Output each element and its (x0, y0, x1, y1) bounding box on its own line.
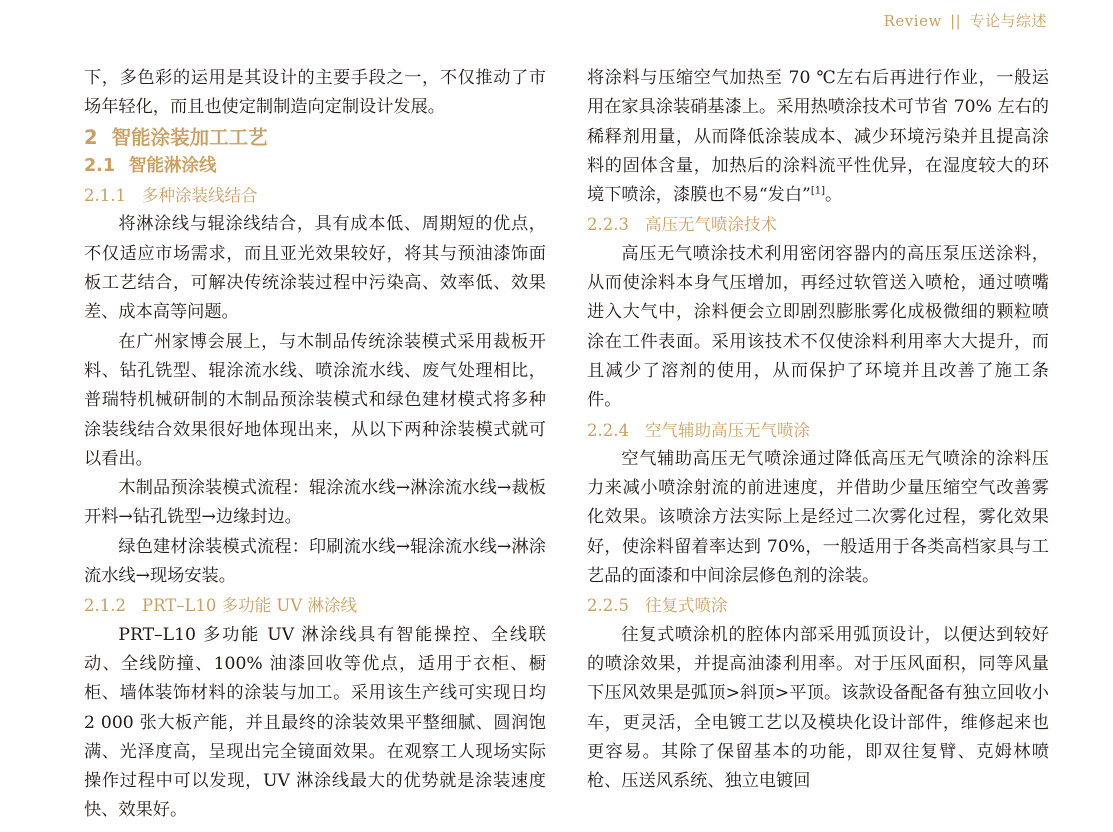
subsection-heading (84, 152, 546, 181)
paragraph: 高压无气喷涂技术利用密闭容器内的高压泵压送涂料，从而使涂料本身气压增加，再经过软管送入喷枪，通过喷嘴进入大气中，涂料便会立即剧烈膨胀雾化成极微细的颗粒喷涂在工件表面。采用该技术不仅使涂料利用率大大提升，而且减少了溶剂的使用，从而保护了环境并且改善了施工条件。 (587, 243, 1049, 411)
paragraph: 将淋涂线与辊涂线结合，具有成本低、周期短的优点，不仅适应市场需求，而且亚光效果较好，将其与预油漆饰面板工艺结合，可解决传统涂装过程中污染高、效率低、效果差、成本高等问题。 (84, 214, 546, 323)
header-separator: || (950, 12, 962, 30)
subsubsection-title: 空气辅助高压无气喷涂 (644, 420, 810, 440)
running-header (884, 10, 1047, 31)
paragraph: 绿色建材涂装模式流程：印刷流水线→辊涂流水线→淋涂流水线→现场安装。 (84, 536, 546, 587)
subsubsection-title: 高压无气喷涂技术 (644, 215, 777, 235)
paragraph: 往复式喷涂机的腔体内部采用弧顶设计，以便达到较好的喷涂效果，并提高油漆利用率。对于压风面积，同等风量下压风效果是弧顶>斜顶>平顶。该款设备配备有独立回收小车，更灵活，全电镀工艺以及模块化设计部件，维修起来也更容易。其除了保留基本的功能，即双往复臂、克姆林喷枪、压送风系统、独立电镀回 (587, 624, 1049, 792)
section-number: 2 (84, 125, 98, 149)
subsubsection-heading (84, 181, 546, 210)
subsubsection-heading (587, 416, 1049, 445)
left-column (84, 64, 546, 826)
subsubsection-heading (587, 591, 1049, 620)
citation-ref[interactable]: [1] (810, 185, 825, 197)
paragraph: PRT–L10 多功能 UV 淋涂线具有智能操控、全线联动、全线防撞、100% 油漆回收等优点，适用于衣柜、橱柜、墙体装饰材料的涂装与加工。采用该生产线可实现日均 2 000 张大板产能，并且最终的涂装效果平整细腻、圆润饱满、光泽度高，呈现出完全镜面效果。在观察工人现场实际操作过程中可以发现，UV 淋涂线最大的优势就是涂装速度快、效果好。 (84, 624, 546, 821)
paragraph: 下，多色彩的运用是其设计的主要手段之一，不仅推动了市场年轻化，而且也使定制制造向定制设计发展。 (84, 68, 546, 118)
right-column (587, 64, 1049, 796)
section-heading (84, 123, 546, 152)
subsection-number: 2.1 (84, 155, 116, 176)
subsubsection-heading (587, 210, 1049, 239)
subsubsection-number: 2.2.3 (587, 215, 629, 235)
subsubsection-number: 2.2.5 (587, 596, 629, 616)
subsection-title: 智能淋涂线 (129, 155, 217, 176)
paragraph-end: 。 (825, 185, 843, 206)
paragraph-text: 将涂料与压缩空气加热至 70 ℃左右后再进行作业，一般运用在家具涂装硝基漆上。采用热喷涂技术可节省 70% 左右的稀释剂用量，从而降低涂装成本、减少环境污染并且提高涂料的固体含量，加热后的涂料流平性优异，在湿度较大的环境下喷涂，漆膜也不易“发白” (587, 68, 1049, 206)
subsubsection-number: 2.1.2 (84, 596, 126, 616)
section-title: 智能涂装加工工艺 (111, 125, 268, 149)
paragraph: 木制品预涂装模式流程：辊涂流水线→淋涂流水线→裁板开料→钻孔铣型→边缘封边。 (84, 478, 546, 528)
header-review: Review (883, 12, 942, 30)
subsubsection-title: 多种涂装线结合 (141, 186, 258, 206)
subsubsection-number: 2.2.4 (587, 420, 629, 440)
header-section: 专论与综述 (969, 12, 1047, 30)
paragraph (587, 64, 1049, 210)
subsubsection-number: 2.1.1 (84, 186, 126, 206)
subsubsection-heading (84, 591, 546, 620)
paragraph: 空气辅助高压无气喷涂通过降低高压无气喷涂的涂料压力来减小喷涂射流的前进速度，并借助少量压缩空气改善雾化效果。该喷涂方法实际上是经过二次雾化过程，雾化效果好，使涂料留着率达到 70%，一般适用于各类高档家具与工艺品的面漆和中间涂层修色剂的涂装。 (587, 448, 1049, 587)
subsubsection-title: 往复式喷涂 (644, 596, 728, 616)
subsubsection-title: PRT–L10 多功能 UV 淋涂线 (141, 596, 357, 616)
paragraph: 在广州家博会展上，与木制品传统涂装模式采用裁板开料、钻孔铣型、辊涂流水线、喷涂流水线、废气处理相比，普瑞特机械研制的木制品预涂装模式和绿色建材模式将多种涂装线结合效果很好地体现出来，从以下两种涂装模式就可以看出。 (84, 331, 546, 469)
